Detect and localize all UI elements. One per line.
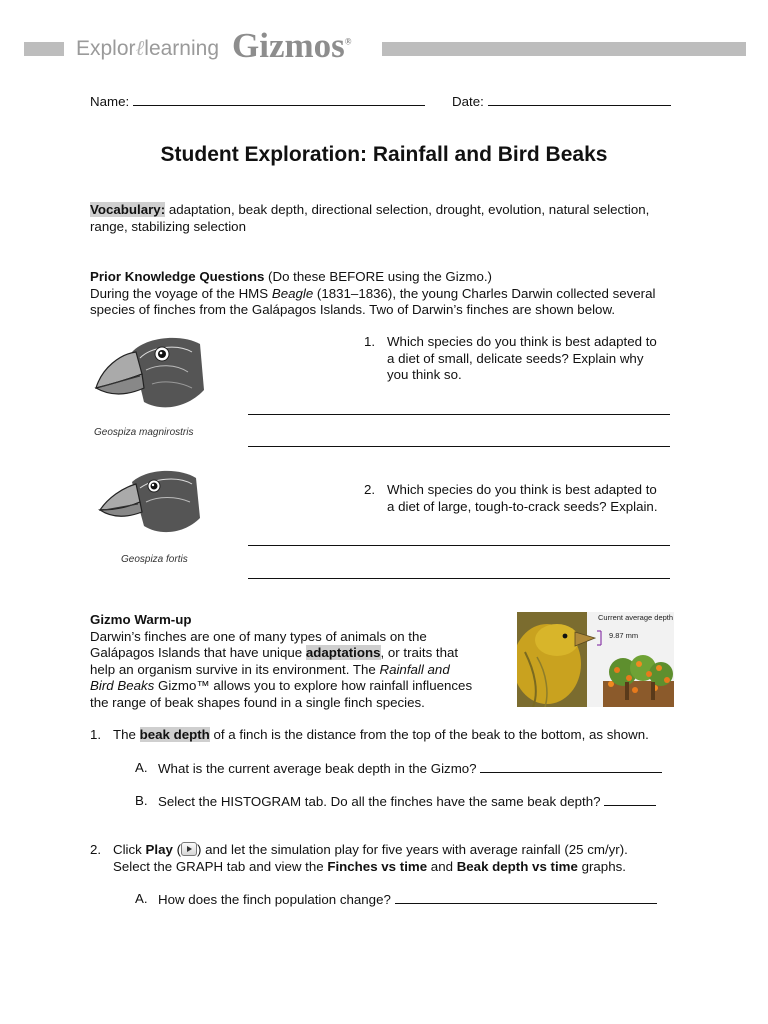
warmup-text: Galápagos Islands that have unique [90, 645, 306, 660]
answer-line[interactable] [248, 446, 670, 447]
name-field[interactable] [90, 93, 425, 111]
question-text: Which species do you think is best adapted to [387, 482, 657, 497]
question-number: 2. [90, 842, 102, 857]
answer-line[interactable] [248, 578, 670, 579]
question-text: graphs. [577, 858, 626, 874]
question-1a [135, 760, 662, 778]
prior-text: During the voyage of the HMS [90, 285, 272, 301]
vocabulary-terms-line2: range, stabilizing selection [90, 218, 246, 234]
finch-fortis-caption: Geospiza fortis [121, 554, 188, 565]
question-text: of a finch is the distance from the top of the beak to the bottom, as shown. [209, 727, 649, 742]
page-title: Student Exploration: Rainfall and Bird Beaks [160, 143, 608, 166]
warmup-text: , or traits that [380, 645, 459, 660]
name-blank[interactable] [133, 93, 425, 106]
current-average-depth-value: 9.87 mm [609, 631, 639, 640]
warmup-text: the range of beak shapes found in a single finch species. [90, 694, 425, 710]
gizmo-name-italic: Bird Beaks [90, 678, 155, 693]
name-label: Name: [90, 94, 130, 109]
date-field[interactable] [452, 93, 671, 111]
gizmo-name-italic: Rainfall and [379, 661, 450, 677]
warmup-text: Gizmo™ allows you to explore how rainfall influences [154, 678, 473, 693]
answer-line[interactable] [248, 545, 670, 546]
prior-text: (1831–1836), the young Charles Darwin collected several [313, 285, 656, 301]
prior-question-1 [364, 334, 657, 384]
prior-knowledge [90, 269, 690, 319]
warmup-heading: Gizmo Warm-up [90, 612, 192, 627]
question-number: 1. [90, 727, 102, 742]
finch-magnirostris-caption: Geospiza magnirostris [94, 427, 194, 438]
finches-vs-time-term: Finches vs time [327, 858, 428, 874]
question-number: 1. [364, 334, 376, 349]
prior-note: (Do these BEFORE using the Gizmo.) [264, 269, 492, 284]
adaptations-term: adaptations [305, 645, 381, 660]
gizmos-logo: Gizmos® [232, 26, 352, 65]
question-2a [135, 891, 657, 909]
gizmo-warmup [90, 612, 510, 711]
question-2 [90, 842, 730, 875]
question-text: What is the current average beak depth in the Gizmo? [158, 761, 477, 776]
question-text: you think so. [387, 367, 462, 382]
answer-blank[interactable] [395, 891, 657, 904]
finch-beak-depth-image [517, 612, 674, 707]
warmup-text: Darwin’s finches are one of many types of animals on the [90, 628, 427, 644]
question-text: Click [113, 842, 146, 857]
answer-line[interactable] [248, 414, 670, 415]
question-1 [90, 727, 710, 744]
question-text: Select the GRAPH tab and view the [113, 858, 328, 874]
question-number: 2. [364, 482, 376, 497]
finch-fortis-illustration [96, 462, 206, 544]
prior-heading: Prior Knowledge Questions [90, 269, 265, 284]
question-letter: A. [135, 760, 148, 775]
current-average-depth-label: Current average depth [598, 613, 674, 622]
question-text: a diet of small, delicate seeds? Explain why [387, 350, 644, 366]
beagle-text: Beagle [271, 285, 314, 301]
banner-bar-left [24, 42, 64, 56]
date-blank[interactable] [488, 93, 671, 106]
question-text: Select the HISTOGRAM tab. Do all the finches have the same beak depth? [158, 794, 601, 809]
vocabulary-terms-line1: adaptation, beak depth, directional selection, drought, evolution, natural selection, [165, 202, 650, 217]
question-text: Which species do you think is best adapted to [387, 334, 657, 349]
finch-magnirostris-illustration [92, 330, 210, 422]
prior-question-2 [364, 482, 658, 515]
answer-blank[interactable] [604, 793, 656, 806]
question-text: ( [172, 842, 181, 857]
question-letter: B. [135, 793, 148, 808]
warmup-text: help an organism survive in its environment. The [90, 661, 380, 677]
play-icon [181, 842, 197, 856]
question-text: How does the finch population change? [158, 892, 391, 907]
date-label: Date: [452, 94, 484, 109]
question-text: and [427, 858, 457, 874]
prior-text: species of finches from the Galápagos Islands. Two of Darwin’s finches are shown below. [90, 302, 616, 317]
beak-depth-vs-time-term: Beak depth vs time [456, 858, 578, 874]
beak-depth-term: beak depth [139, 727, 210, 742]
explorelearning-logo: Explorℓlearning [76, 36, 220, 60]
play-term: Play [145, 842, 173, 857]
question-text: ) and let the simulation play for five years with average rainfall (25 cm/yr). [197, 842, 628, 857]
question-1b [135, 793, 656, 811]
vocabulary [90, 202, 690, 235]
answer-blank[interactable] [480, 760, 662, 773]
question-text: a diet of large, tough-to-crack seeds? Explain. [387, 498, 658, 514]
question-text: The [113, 727, 140, 742]
question-letter: A. [135, 891, 148, 906]
banner-bar-right [382, 42, 746, 56]
vocabulary-label: Vocabulary: [90, 202, 166, 217]
